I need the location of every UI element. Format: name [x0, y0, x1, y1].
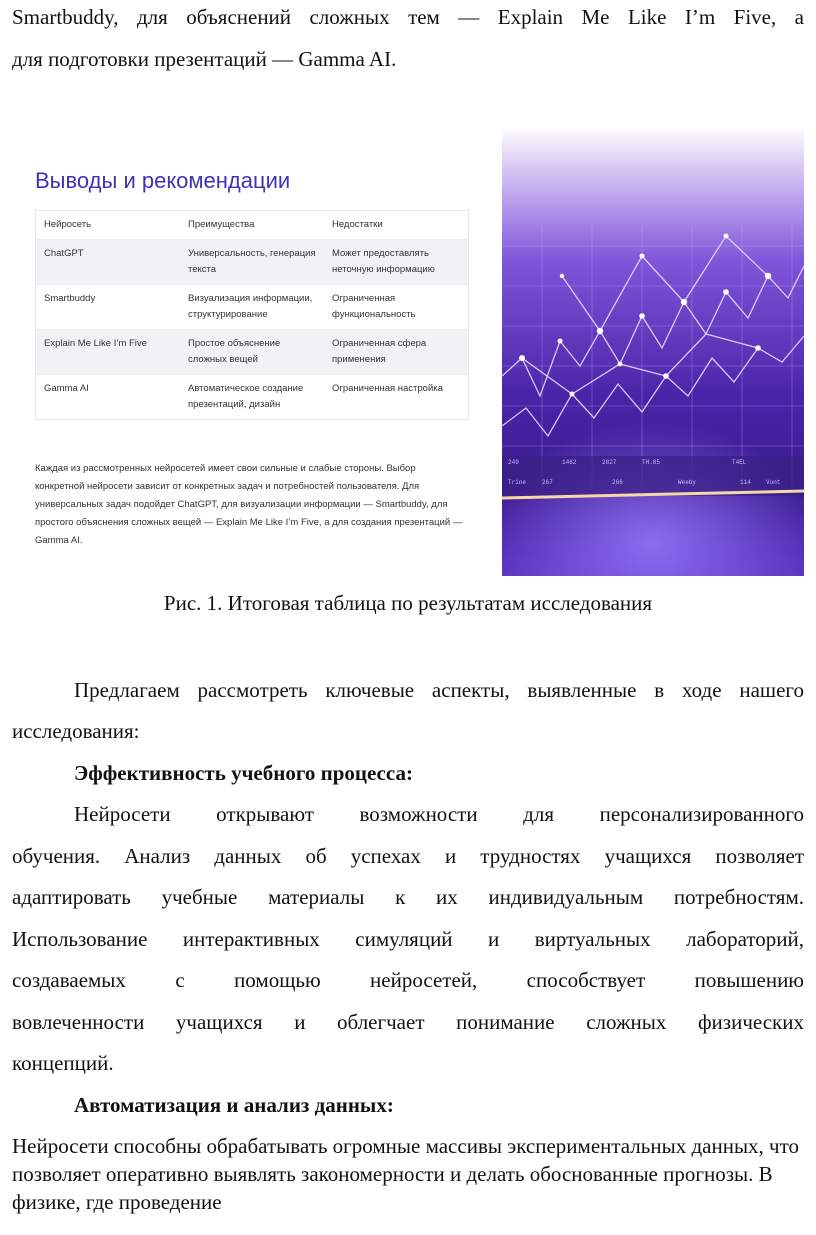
paragraph-2-line: адаптировать учебные материалы к их индивидуальным потребностям.	[12, 885, 804, 909]
svg-text:267: 267	[542, 479, 553, 486]
table-header-cell: Преимущества	[188, 219, 255, 230]
paragraph-2-line: создаваемых с помощью нейросетей, способствует повышению	[12, 968, 804, 992]
paragraph-2-line: вовлеченности учащихся и облегчает понимание сложных физических	[12, 1010, 804, 1034]
intro-line-1: Smartbuddy, для объяснений сложных тем — Explain Me Like I’m Five, а	[12, 5, 804, 29]
table-header-row	[36, 211, 468, 239]
table-row	[36, 329, 468, 374]
svg-text:249: 249	[508, 459, 519, 466]
svg-text:1462: 1462	[562, 459, 577, 466]
table-cell: Smartbuddy	[44, 293, 96, 304]
svg-text:Weeby: Weeby	[678, 479, 697, 486]
table-cell: Простое объяснение сложных вещей	[188, 338, 281, 365]
intro-line-2: для подготовки презентаций — Gamma AI.	[12, 47, 397, 71]
table-cell: Визуализация информации, структурирование	[188, 293, 313, 320]
table-cell: Gamma AI	[44, 383, 89, 394]
table-cell: Универсальность, генерация текста	[188, 248, 316, 275]
table-header-cell: Недостатки	[332, 219, 383, 230]
paragraph-1-line-1: Предлагаем рассмотреть ключевые аспекты, выявленные в ходе нашего	[74, 678, 804, 702]
table-cell: Ограниченная функциональность	[332, 293, 416, 320]
svg-text:114: 114	[740, 479, 751, 486]
svg-text:Vunt: Vunt	[766, 479, 781, 486]
table-row	[36, 374, 468, 419]
section-heading-2: Автоматизация и анализ данных:	[74, 1093, 394, 1117]
paragraph-2-line: Использование интерактивных симуляций и виртуальных лабораторий,	[12, 927, 804, 951]
svg-text:266: 266	[612, 479, 623, 486]
network-graph-image	[502, 126, 804, 576]
table-cell: Ограниченная сфера применения	[332, 338, 427, 365]
table-row	[36, 284, 468, 329]
paragraph-2-line: Нейросети открывают возможности для персонализированного	[74, 802, 804, 826]
slide-note: Каждая из рассмотренных нейросетей имеет свои сильные и слабые стороны. Выбор конкретной нейросети зависит от конкретных задач и потребностей пользователя. Для универсальных задач подойдет ChatGPT, для визуализации информации — Smartbuddy, для простого объяснения сложных вещей — Explain Me Like I’m Five, а для создания презентаций — Gamma AI.	[35, 463, 463, 546]
svg-text:Trine: Trine	[508, 479, 527, 486]
paragraph-1-line-2: исследования:	[12, 719, 140, 743]
table-header-cell: Нейросеть	[44, 219, 92, 230]
section-heading-1: Эффективность учебного процесса:	[74, 761, 413, 785]
table-cell: Автоматическое создание презентаций, дизайн	[188, 383, 304, 410]
comparison-table	[35, 210, 469, 420]
figure-caption: Рис. 1. Итоговая таблица по результатам исследования	[163, 591, 653, 615]
table-cell: Ограниченная настройка	[332, 383, 443, 394]
svg-text:2827: 2827	[602, 459, 617, 466]
svg-text:T4EL: T4EL	[732, 459, 747, 466]
paragraph-2-line: обучения. Анализ данных об успехах и трудностях учащихся позволяет	[12, 844, 804, 868]
table-cell: Может предоставлять неточную информацию	[332, 248, 435, 275]
table-cell: ChatGPT	[44, 248, 84, 259]
slide-title: Выводы и рекомендации	[35, 168, 291, 193]
figure-slide	[26, 128, 478, 548]
paragraph-3: Нейросети способны обрабатывать огромные массивы экспериментальных данных, что позволяет оперативно выявлять закономерности и делать обоснованные прогнозы. В физике, где проведение	[12, 1134, 800, 1214]
svg-text:TH.85: TH.85	[642, 459, 661, 466]
table-cell: Explain Me Like I’m Five	[44, 338, 147, 349]
table-row	[36, 239, 468, 284]
paragraph-2-line: концепций.	[12, 1051, 114, 1075]
